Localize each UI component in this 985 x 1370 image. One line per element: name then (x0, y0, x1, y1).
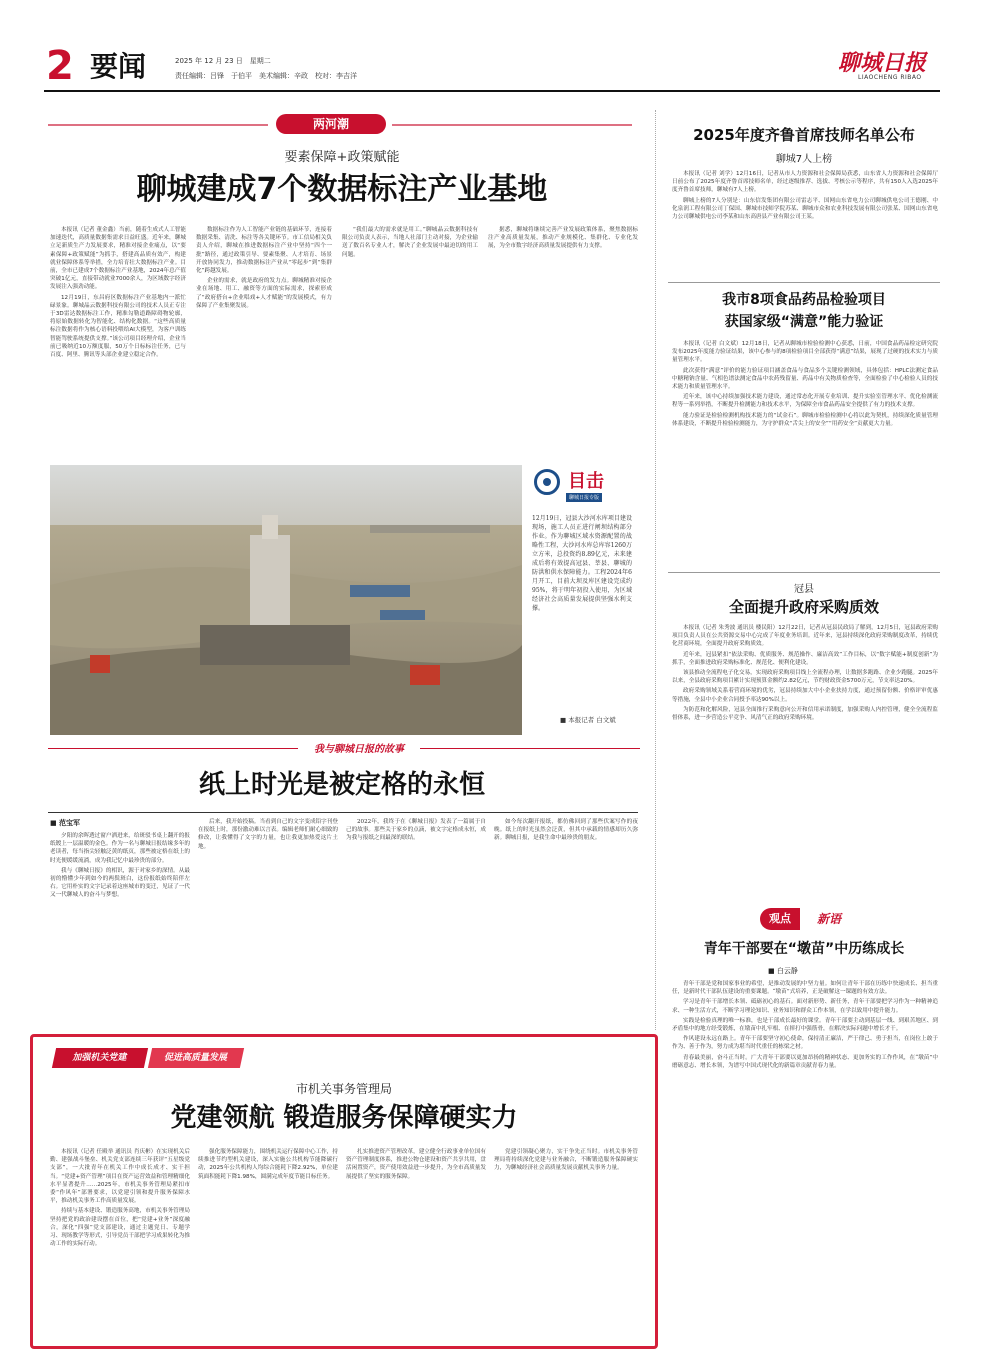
photo-badge-title: 目击 (568, 471, 604, 492)
story-two-paragraph-5: 如今每次翻开报纸，都仿佛回到了那些伏案写作的夜晚。纸上的时光虽然会泛黄，但其中承载的情感却历久弥新。聊城日报，是我生命中最珍贵的朋友。 (494, 819, 638, 842)
story-three-col-4 (494, 1148, 638, 1338)
right-story3-body (672, 624, 938, 892)
right-story1-paragraph-2: 聊城上榜的7人分别是：山东信发集团有限公司雷志平、国网山东省电力公司聊城供电公司王德刚、中化泉润工程有限公司丁保国、聊城市技师学院苏某、聊城市众和农业科技发展有限公司张某、国网山东省电力公司聊城供电公司李某和山东高唐县产业有限公司王某。 (672, 197, 938, 221)
story-three-col-2 (198, 1148, 338, 1338)
main-banner-deco-right (392, 124, 632, 126)
story-three-headline: 党建领航 锻造服务保障硬实力 (170, 1103, 518, 1133)
photo-caption: 12月19日，冠县大沙河水库项目建设现场，施工人员正进行闸坝结构部分作业。作为聊城区域水资源配置的战略性工程，大沙河水库总库容1260万立方米，总投资约8.89亿元，未来建成后将有效提高冠县、莘县、聊城的防洪和供水保障能力。工程2024年6月开工，目前大坝及库区建设完成约95%，将于明年初投入使用，为区域经济社会高质量发展提供坚强水利支撑。 (532, 515, 632, 612)
main-paragraph-3: 数据标注作为人工智能产业链的基础环节，连接着数据采集、清洗、标注等各关键环节。市工信局相关负责人介绍，聊城在推进数据标注产业中坚持“四个一批”路径，通过政策引导、要素集聚、人才培育、场景开放协同发力，推动数据标注产业从“零起步”到“集群化”跨越发展。 (196, 227, 332, 275)
main-banner-deco-left (48, 124, 268, 126)
story-three-paragraph-4: 扎实推进资产管理改革，建立健全行政事业单位国有资产管理制度体系，推进公物仓建设和资产共享共用，盘活闲置资产，资产使用效益进一步提升，为全市高质量发展提供了坚实的服务保障。 (346, 1149, 486, 1180)
right-story2-headline-2: 获国家级“满意”能力验证 (724, 314, 884, 330)
story-three-paragraph-3: 强化服务保障能力，围绕机关运行保障中心工作，持续推进节约型机关建设，深入实施公共机构节能降碳行动，2025年公共机构人均综合能耗下降2.92%，单位建筑面积能耗下降1.98%，圆满完成年度节能目标任务。 (198, 1149, 338, 1180)
right-story3-paragraph-3: 该县推动全流程电子化交易，实现政府采购项目线上全流程办理，让数据多跑路、企业少跑腿。2025年以来，全县政府采购项目累计实现预算金额约2.82亿元，节约财政资金5700万元，节支率达20%。 (672, 670, 938, 685)
right-story4-paragraph-3: 实践是检验真理的唯一标准，也是干部成长最好的课堂。青年干部要主动到基层一线、到艰苦地区、到矛盾集中的地方经受锻炼，在墩苗中扎牢根、在摔打中强筋骨，在解决实际问题中增长才干。 (672, 1017, 938, 1033)
story-two-paragraph-1: 夕阳的余晖透过窗户洒进来，给斑驳书桌上翻开的报纸镀上一层温暖的金色。作为一名与聊城日报结缘多年的老读者，每当指尖轻触泛黄的纸页，那些被定格在纸上的时光便缓缓流淌，成为我记忆中最珍贵的部分。 (50, 833, 190, 864)
reservoir-photo (50, 465, 522, 735)
story-two-col-1 (50, 832, 190, 1018)
right-story4-banner (760, 908, 860, 930)
paper-pinyin: LIAOCHENG RIBAO (858, 74, 922, 81)
issue-date: 2025 年 12 月 23 日 星期二 (175, 57, 271, 65)
story-two-byline: ■ 范宝军 (50, 819, 81, 827)
story-two-col-2 (198, 818, 338, 1018)
right-story3-paragraph-1: 本报讯（记者 朱秀波 通讯员 楼民阳）12月22日，记者从冠县民政局了解到，12月5日，冠县政府采购项目负责人员在公共资源交易中心完成了年度业务培训。近年来，冠县持续深化政府采购制度改革，持续优化营商环境，全面提升政府采购质效。 (672, 625, 938, 648)
right-story3-paragraph-2: 近年来，冠县紧扣“依法采购、优质服务、规范操作、廉洁高效”工作目标，以“数字赋能+制度创新”为抓手，全面推进政府采购标准化、规范化、便利化建设。 (672, 651, 938, 666)
main-paragraph-2: 12月19日，东昌府区数据标注产业基地内一派忙碌景象。聊城晶云数据科技有限公司的技术人员正专注于3D雷达数据标注工作，精准勾勒道路障碍物轮廓，将原始数据转化为智能化、结构化数据。“这些高质量标注数据将作为核心语料投喂给AI大模型，为客户训练智能驾驶系统提供支撑。”该公司项目经理介绍，企业当前已吸纳近10万额度服，50万个日标标注任务，已与百度、阿里、腾讯等头部企业建立稳定合作。 (50, 294, 186, 359)
story-three-paragraph-1: 本报讯（记者 任殿举 通讯员 肖庆彬）在实现机关后勤、建强战斗堡垒、机关党支部连续三年获评“五星级党支部”，一大批青年在机关工作中成长成才、实干担当。“党建+资产管理”项目在资产运营效益和管理精细化水平显著提升……2025年，市机关事务管理局紧扣市委“作风年”部署要求，以党建引领和提升服务保障水平，推动机关事务工作高质量发展。 (50, 1149, 190, 1205)
right-story1-body (672, 170, 938, 280)
main-paragraph-5: “我们最大的需求就是用工。”聊城晶云数据科技有限公司负责人表示，当地人社部门主动对接，为企业输送了数百名专业人才，解决了企业发展中最迫切的用工问题。 (342, 227, 478, 258)
main-story-col-3 (342, 226, 478, 458)
right-story3-paragraph-5: 为防范和化解风险，冠县全面推行采购意向公开和信用承诺制度，加强采购人内控管理，健全全流程监督体系，进一步营造公平竞争、风清气正的政府采购环境。 (672, 706, 938, 722)
story-two-paragraph-4: 2022年，我终于在《聊城日报》发表了一篇属于自己的故事。那些关于家乡的点滴，被文字定格成永恒，成为我与报纸之间最深的联结。 (346, 819, 486, 842)
story-two-banner-rule-left (48, 748, 298, 749)
story-three-col-3 (346, 1148, 486, 1338)
right-story2-paragraph-2: 此次获得“满意”评价的能力验证项目涵盖食品与食品多个关键检测领域，具体包括：HPLC法测定食品中糖精钠含量、气相色谱法测定食品中农药残留量、药品中有关物质检查等，全面检验了中心检验人员的技术能力和质量管理水平。 (672, 367, 938, 391)
story-two-paragraph-3: 后来，我开始投稿。当看到自己的文字变成铅字刊登在报纸上时，那份激动难以言表。编辑老师们耐心细致的修改，让我懂得了文字的力量，也让我更加热爱这片土地。 (198, 819, 338, 850)
main-paragraph-6: 据悉，聊城将继续完善产业发展政策体系，聚焦数据标注产业高质量发展，推动产业规模化、集群化、专业化发展，为全市数字经济高质量发展提供有力支撑。 (488, 227, 638, 250)
main-story-col-4 (488, 226, 638, 396)
right-story2-body (672, 340, 938, 566)
main-headline: 聊城建成7个数据标注产业基地 (136, 172, 548, 207)
photo-badge (528, 465, 638, 507)
story-two-paragraph-2: 我与《聊城日报》的相识，源于对家乡的深情。从最初的懵懂少年到如今的两鬓斑白，这份报纸始终陪伴左右。它用朴实的文字记录着这座城市的变迁，见证了一代又一代聊城人的奋斗与梦想。 (50, 867, 190, 899)
story-two-col-3 (346, 818, 486, 1018)
right-story4-paragraph-4: 作风建设永远在路上。青年干部要坚守初心使命，保持清正廉洁，严于律己、勇于担当，在岗位上敢于作为、善于作为，努力成为堪当时代重任的栋梁之材。 (672, 1036, 938, 1051)
story-three-paragraph-5: 党建引领凝心聚力，实干争先正当时。市机关事务管理局将持续深化党建与业务融合，不断锻造服务保障硬实力，为聊城经济社会高质量发展贡献机关事务力量。 (494, 1149, 638, 1172)
story-three-banner (54, 1048, 242, 1068)
main-story-col-2 (196, 226, 332, 458)
main-story-col-1 (50, 226, 186, 458)
photo-credit: ■ 本报记者 白文斌 (560, 716, 616, 724)
story-two-banner-rule-right (420, 748, 640, 749)
editor-credits: 责任编辑：吕锋 于伯平 美术编辑：辛政 校对：李吉洋 (175, 72, 357, 80)
right-story4-paragraph-5: 青春最美丽，奋斗正当时。广大青年干部要以更加昂扬的精神状态、更加务实的工作作风，在“墩苗”中磨砺意志、增长本领，为谱写中国式现代化的新篇章贡献青春力量。 (672, 1054, 938, 1069)
story-three-banner-left: 加强机关党建 (52, 1048, 148, 1068)
right-story1-subhead: 聊城7人上榜 (775, 154, 833, 165)
right-story1-paragraph-1: 本报讯（记者 刘学）12月16日，记者从市人力资源和社会保障局获悉，山东省人力资源和社会保障厅日前公布了2025年度齐鲁首席技师名单，经过逐级推荐、选拔、考核公示等程序，共有150人入选2025年度齐鲁首席技师，聊城有7人上榜。 (672, 171, 938, 194)
right-story4-body (672, 980, 938, 1350)
page-number: 2 (46, 43, 74, 89)
main-paragraph-1: 本报讯（记者 董金鑫）当前，随着生成式人工智能加速迭代，高质量数据集需求日益旺盛。近年来，聊城立足新质生产力发展要求，精准对接企业痛点，以“要素保障+政策赋能”为抓手，搭建高品质有效产，构建就业保障体系等举措，全力培育壮大数据标注产业。目前，全市已建成7个数据标注产业基地，2024年总产值突破1亿元，直接带动就业7000余人，为区域数字经济发展注入强劲动能。 (50, 227, 186, 291)
target-icon (534, 469, 560, 495)
right-story2-paragraph-4: 能力验证是检验检测机构技术能力的“试金石”。聊城市检验检测中心将以此为契机，持续深化质量管理体系建设，不断提升检验检测能力，为守护群众“舌尖上的安全”“用药安全”贡献更大力量。 (672, 412, 938, 427)
story-three-paragraph-2: 持续与基本建设、锻造服务高地，市机关事务管理局坚持把党的政治建设摆在首位，把“党建+业务”深度融合，深化“四强”党支部建设，通过主题党日、专题学习、现场教学等形式，引导党员干部把学习成果转化为推动工作的实际行动。 (50, 1208, 190, 1248)
page-header (0, 0, 985, 95)
right-story3-headline: 全面提升政府采购质效 (728, 598, 879, 616)
right-story4-byline: ■ 白云静 (768, 967, 798, 975)
section-name: 要闻 (90, 50, 147, 83)
story-three-banner-right: 促进高质量发展 (148, 1048, 244, 1068)
main-kicker: 要素保障+政策赋能 (284, 150, 400, 165)
right-story4-banner-left: 观点 (760, 908, 800, 930)
paper-logo: 聊城日报 (838, 50, 927, 76)
right-story3-kicker: 冠县 (794, 584, 814, 595)
right-story2-paragraph-1: 本报讯（记者 白文斌）12月18日，记者从聊城市检验检测中心获悉，日前，中国食品药品检定研究院发布2025年度能力验证结果，该中心参与的8项检验项目全部获得“满意”结果，展现了过硬的技术实力与质量管理水平。 (672, 341, 938, 364)
header-rule (44, 90, 940, 92)
story-two-headline: 纸上时光是被定格的永恒 (198, 770, 485, 800)
reservoir-photo-illustration (50, 465, 522, 735)
right-rule-1 (668, 282, 940, 283)
right-story2-paragraph-3: 近年来，该中心持续加强技术能力建设，通过常态化开展专业培训、提升实验室管理水平、优化检测流程等一系列举措，不断提升检测能力和技术水平，为保障全市食品药品安全提供了有力的技术支撑。 (672, 394, 938, 409)
photo-badge-subtitle: 聊城日报专版 (566, 493, 602, 502)
story-three-kicker: 市机关事务管理局 (295, 1082, 392, 1096)
right-story2-headline-1: 我市8项食品药品检验项目 (722, 292, 886, 308)
right-rule-2 (668, 572, 940, 573)
right-story1-headline: 2025年度齐鲁首席技师名单公布 (693, 126, 915, 144)
main-paragraph-4: 企业的需求，就是政府的发力点。聊城精准对接企业在场地、用工、融资等方面的实际需求，探索形成了“政府搭台+企业唱戏+人才赋能”的发展模式，有力保障了产业集聚发展。 (196, 278, 332, 309)
story-two-col-4 (494, 818, 638, 1018)
main-banner: 两河潮 (276, 114, 386, 134)
right-story4-paragraph-1: 青年干部是党和国家事业的希望，是推动发展的中坚力量。如何让青年干部在历练中快速成长、担当重任，是新时代干部队伍建设的重要课题。“墩苗”式培养，正是破解这一课题的有效方法。 (672, 981, 938, 996)
story-two-banner: 我与聊城日报的故事 (314, 744, 404, 755)
right-story4-banner-right: 新语 (816, 912, 841, 926)
story-two-headline-rule (48, 812, 638, 813)
right-story4-paragraph-2: 学习是青年干部增长本领、砥砺初心的基石。面对新形势、新任务，青年干部要把学习作为一种精神追求、一种生活方式，不断学习理论知识、业务知识和群众工作本领，在学以致用中提升能力。 (672, 999, 938, 1014)
right-story3-paragraph-4: 政府采购领域关系着营商环境的优劣，冠县持续加大中小企业扶持力度，通过预留份额、价格评审优惠等措施，全县中小企业合同授予率达90%以上。 (672, 688, 938, 703)
column-divider (655, 110, 656, 1030)
right-story4-headline: 青年干部要在“墩苗”中历练成长 (703, 941, 905, 957)
story-three-col-1 (50, 1148, 190, 1338)
